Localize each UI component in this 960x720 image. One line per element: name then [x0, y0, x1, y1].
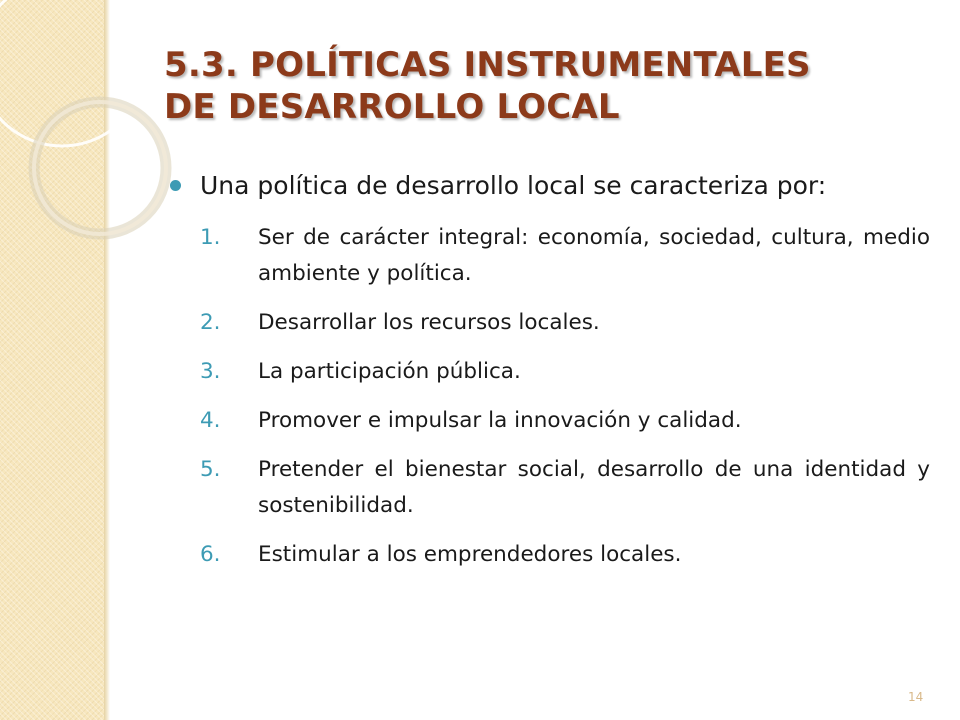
list-item-number: 4. [200, 408, 221, 433]
list-item-number: 2. [200, 310, 221, 335]
list-item [200, 403, 930, 439]
list-item-text: Desarrollar los recursos locales. [258, 310, 600, 335]
main-bullet-text: Una política de desarrollo local se caracteriza por: [200, 171, 827, 200]
list-item-text: Estimular a los emprendedores locales. [258, 542, 682, 567]
slide-title [164, 44, 924, 128]
list-item [200, 354, 930, 390]
numbered-list [166, 220, 930, 573]
list-item-text: Promover e impulsar la innovación y calidad. [258, 408, 742, 433]
list-item-text: La participación pública. [258, 359, 521, 384]
decorative-circle-large [0, 0, 146, 146]
list-item [200, 305, 930, 341]
title-line-2: DE DESARROLLO LOCAL [164, 87, 620, 127]
main-bullet [166, 164, 930, 208]
list-item-number: 5. [200, 457, 221, 482]
slide-content [166, 164, 930, 586]
list-item [200, 220, 930, 292]
list-item-text: Ser de carácter integral: economía, sociedad, cultura, medio ambiente y política. [258, 225, 930, 286]
list-item-number: 1. [200, 225, 221, 250]
list-item-number: 3. [200, 359, 221, 384]
title-line-1: 5.3. POLÍTICAS INSTRUMENTALES [164, 45, 811, 85]
decorative-circle-ring-inner [34, 102, 166, 234]
bullet-dot-icon [170, 180, 181, 191]
list-item-text: Pretender el bienestar social, desarrollo de una identidad y sostenibilidad. [258, 457, 930, 518]
list-item-number: 6. [200, 542, 221, 567]
list-item [200, 537, 930, 573]
list-item [200, 452, 930, 524]
page-number: 14 [908, 690, 924, 704]
